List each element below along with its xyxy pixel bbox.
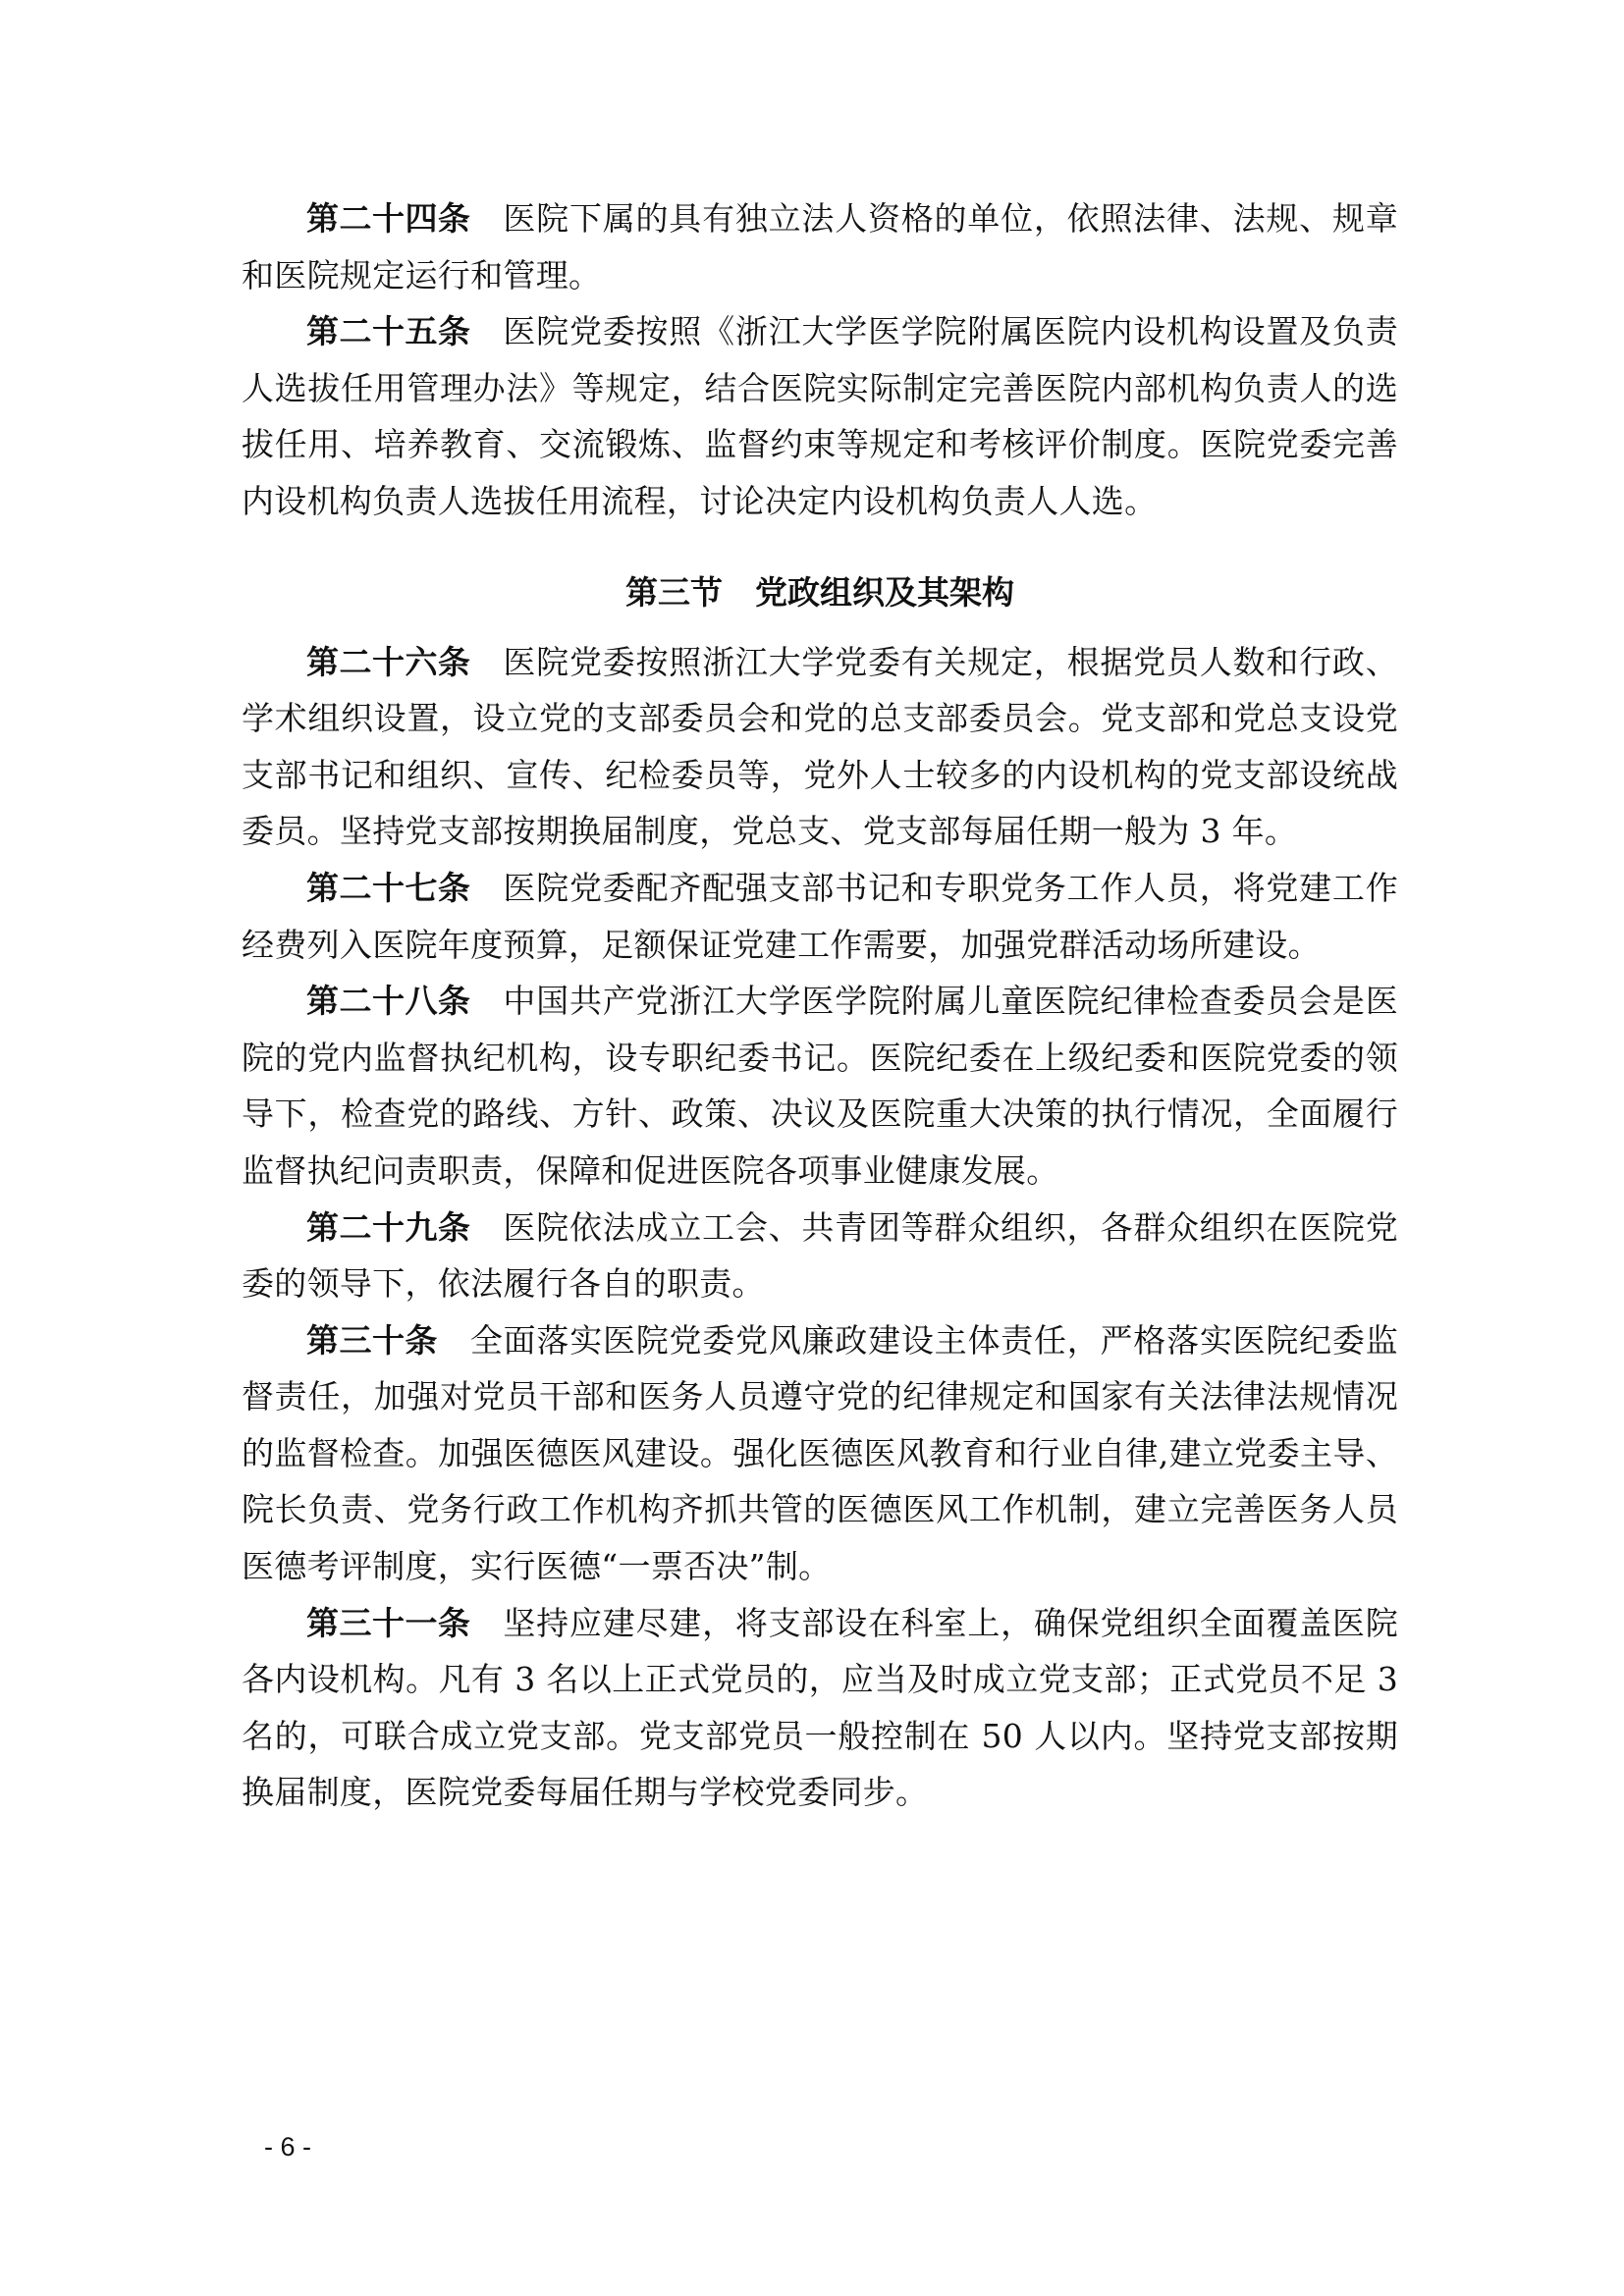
article-text: 医院党委配齐配强支部书记和专职党务工作人员，将党建工作经费列入医院年度预算，足额保证党建工作需要，加强党群活动场所建设。 (242, 868, 1398, 964)
page-number: - 6 - (264, 2132, 312, 2162)
article-30 (242, 1312, 1398, 1595)
article-26 (242, 634, 1398, 860)
article-label: 第三十一条 (306, 1603, 471, 1642)
article-27 (242, 860, 1398, 973)
article-text: 医院下属的具有独立法人资格的单位，依照法律、法规、规章和医院规定运行和管理。 (242, 199, 1398, 294)
article-text: 中国共产党浙江大学医学院附属儿童医院纪律检查委员会是医院的党内监督执纪机构，设专职纪委书记。医院纪委在上级纪委和医院党委的领导下，检查党的路线、方针、政策、决议及医院重大决策的执行情况，全面履行监督执纪问责职责，保障和促进医院各项事业健康发展。 (242, 982, 1398, 1190)
article-label: 第二十七条 (306, 868, 471, 907)
article-label: 第二十九条 (306, 1207, 471, 1247)
article-label: 第二十六条 (306, 642, 471, 681)
article-24 (242, 190, 1398, 303)
article-31 (242, 1595, 1398, 1821)
article-label: 第二十五条 (306, 312, 471, 351)
article-label: 第二十八条 (306, 982, 471, 1021)
article-25 (242, 303, 1398, 529)
article-29 (242, 1200, 1398, 1312)
article-text: 医院党委按照浙江大学党委有关规定，根据党员人数和行政、学术组织设置，设立党的支部委员会和党的总支部委员会。党支部和党总支设党支部书记和组织、宣传、纪检委员等，党外人士较多的内设机构的党支部设统战委员。坚持党支部按期换届制度，党总支、党支部每届任期一般为 3 年。 (242, 642, 1398, 851)
article-text: 全面落实医院党委党风廉政建设主体责任，严格落实医院纪委监督责任，加强对党员干部和医务人员遵守党的纪律规定和国家有关法律法规情况的监督检查。加强医德医风建设。强化医德医风教育和行业自律,建立党委主导、院长负责、党务行政工作机构齐抓共管的医德医风工作机制，建立完善医务人员医德考评制度，实行医德“一票否决”制。 (242, 1320, 1399, 1586)
article-label: 第二十四条 (306, 199, 471, 238)
section-heading (242, 552, 1398, 634)
article-text: 坚持应建尽建，将支部设在科室上，确保党组织全面覆盖医院各内设机构。凡有 3 名以上正式党员的，应当及时成立党支部；正式党员不足 3 名的，可联合成立党支部。党支部党员一般控制在 50 人以内。坚持党支部按期换届制度，医院党委每届任期与学校党委同步。 (242, 1603, 1398, 1812)
article-text: 医院依法成立工会、共青团等群众组织，各群众组织在医院党委的领导下，依法履行各自的职责。 (242, 1207, 1398, 1304)
article-label: 第三十条 (306, 1320, 438, 1360)
document-body (242, 190, 1398, 1821)
article-28 (242, 973, 1398, 1199)
article-text: 医院党委按照《浙江大学医学院附属医院内设机构设置及负责人选拔任用管理办法》等规定，结合医院实际制定完善医院内部机构负责人的选拔任用、培养教育、交流锻炼、监督约束等规定和考核评价制度。医院党委完善内设机构负责人选拔任用流程，讨论决定内设机构负责人人选。 (242, 312, 1398, 520)
section-title: 党政组织及其架构 (755, 572, 1014, 612)
section-number: 第三节 (625, 572, 723, 612)
